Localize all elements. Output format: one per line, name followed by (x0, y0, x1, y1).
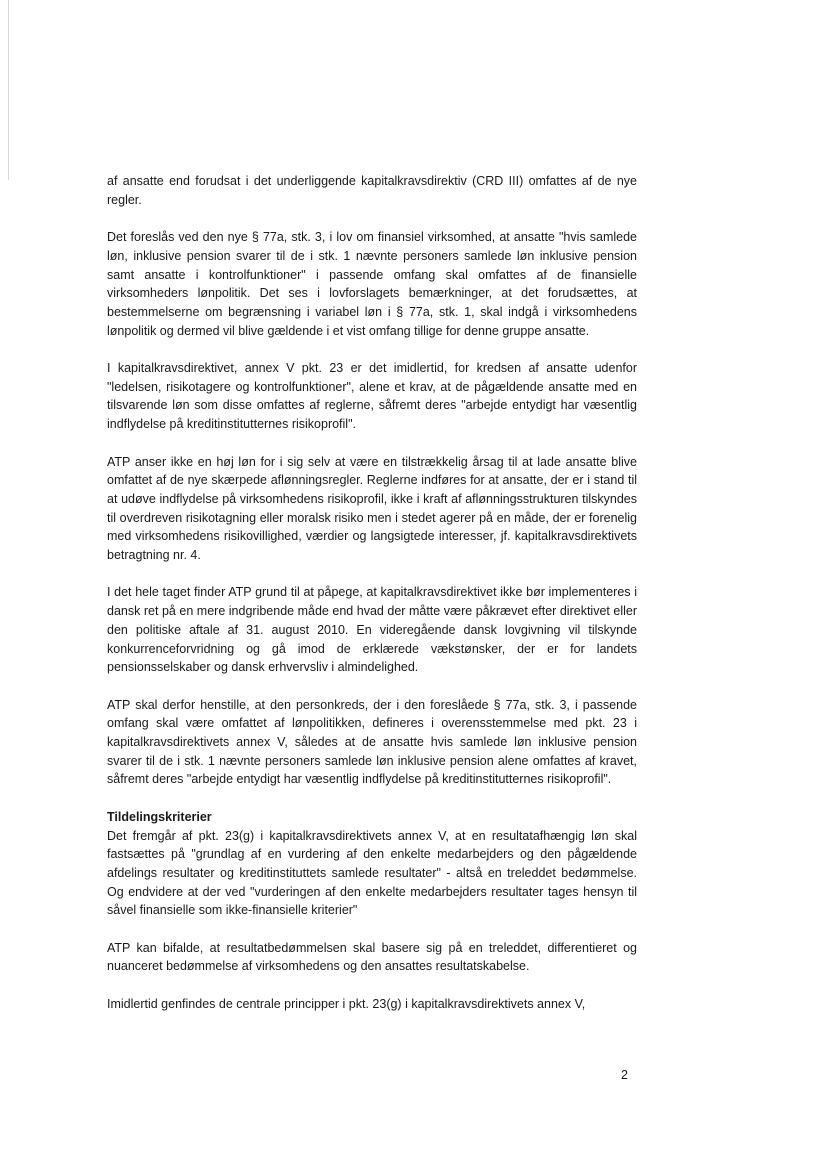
paragraph: ATP skal derfor henstille, at den personkreds, der i den foreslåede § 77a, stk. 3, i passende omfang skal være omfattet af lønpolitikken, defineres i overensstemmelse med pkt. 23 i kapitalkravsdirektivets annex V, således at de ansatte hvis samlede løn inklusive pension svarer til de i stk. 1 nævnte personers samlede løn inklusive pension alene omfattes af kravet, såfremt deres "arbejde entydigt har væsentlig indflydelse på kreditinstitutternes risikoprofil". (107, 697, 637, 787)
margin-line (8, 0, 9, 180)
section-heading: Tildelingskriterier (107, 809, 212, 824)
paragraph: Det foreslås ved den nye § 77a, stk. 3, i lov om finansiel virksomhed, at ansatte "hvis samlede løn, inklusive pension svarer til de i stk. 1 nævnte personers samlede løn inklusive pension samt ansatte i kontrolfunktioner" i passende omfang skal omfattes af de finansielle virksomheders lønpolitik. Det ses i lovforslagets bemærkninger, at det forudsættes, at bestemmelserne om begrænsning i variabel løn i § 77a, stk. 1, skal indgå i virksomhedens lønpolitik og dermed vil blive gældende i et vist omfang tillige for denne gruppe ansatte. (107, 230, 637, 338)
page-number: 2 (621, 1068, 628, 1082)
paragraph: I kapitalkravsdirektivet, annex V pkt. 23 er det imidlertid, for kredsen af ansatte udenfor "ledelsen, risikotagere og kontrolfunktioner", alene et krav, at de pågældende ansatte med en tilsvarende løn som disse omfattes af reglerne, såfremt deres "arbejde entydigt har væsentlig indflydelse på kreditinstitutternes risikoprofil". (107, 361, 637, 432)
paragraph: I det hele taget finder ATP grund til at påpege, at kapitalkravsdirektivet ikke bør implementeres i dansk ret på en mere indgribende måde end hvad der måtte være påkrævet efter direktivet eller den politiske aftale af 31. august 2010. En videregående dansk lovgivning vil tilskynde konkurrenceforvridning og gå imod de erklærede vækstønsker, der er for landets pensionsselskaber og dansk erhvervsliv i almindelighed. (107, 585, 637, 675)
paragraph: af ansatte end forudsat i det underliggende kapitalkravsdirektiv (CRD III) omfattes af de nye regler. (107, 174, 637, 207)
paragraph: ATP kan bifalde, at resultatbedømmelsen skal basere sig på en treleddet, differentieret og nuanceret bedømmelse af virksomhedens og den ansattes resultatskabelse. (107, 940, 637, 974)
document-body (107, 172, 637, 1014)
paragraph: Imidlertid genfindes de centrale principper i pkt. 23(g) i kapitalkravsdirektivets annex V, (107, 996, 586, 1011)
paragraph: Det fremgår af pkt. 23(g) i kapitalkravsdirektivets annex V, at en resultatafhængig løn skal fastsættes på "grundlag af en vurdering af den enkelte medarbejders og den pågældende afdelings resultater og kreditinstituttets samlede resultater" - altså en treleddet bedømmelse. Og endvidere at der ved "vurderingen af den enkelte medarbejders resultater tages hensyn til såvel finansielle som ikke-finansielle kriterier" (107, 828, 637, 918)
paragraph: ATP anser ikke en høj løn for i sig selv at være en tilstrækkelig årsag til at lade ansatte blive omfattet af de nye skærpede aflønningsregler. Reglerne indføres for at ansatte, der er i stand til at udøve indflydelse på virksomhedens risikoprofil, ikke i kraft af aflønningsstrukturen tilskyndes til overdreven risikotagning eller moralsk risiko men i stedet agerer på en måde, der er forenelig med virksomhedens risikovillighed, værdier og langsigtede interesser, jf. kapitalkravsdirektivets betragtning nr. 4. (107, 454, 637, 563)
